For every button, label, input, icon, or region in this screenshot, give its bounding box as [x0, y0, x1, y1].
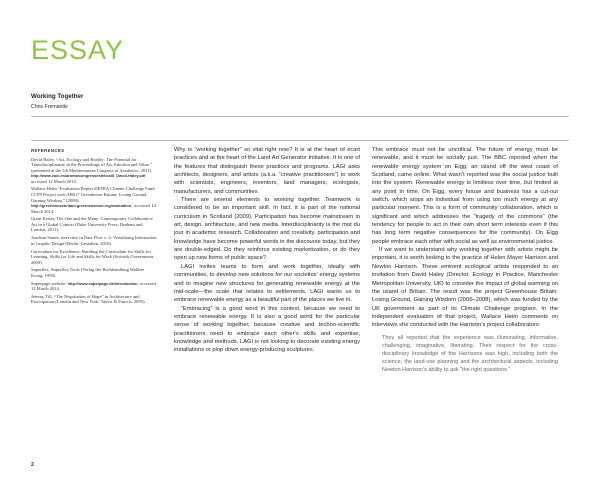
reference-accessed: accessed 12 March 2014. — [31, 280, 156, 292]
body-paragraph: If we want to understand why working together with artists might be important, it is worth looking to the practice of Helen Mayer Harrison and Newton Harrison. These eminent ecological artists responded to an invitation from David Haley (Director, Ecology in Practice, Manchester Metropolitan University, UK) to consider the impact of global warming on the island of Britain. The result was the project Greenhouse Britain: Losing Ground, Gaining Wisdom (2006–2008), which was funded by the UK government as part of its Climate Challenge program. In the independent evaluation of that project, Wallace Heim comments on interviews she conducted with the Harrison’s project collaborators: — [372, 247, 558, 329]
reference-text: Grant Kester, The One and the Many: Contemporary Collaborative Art in a Global Context (Duke University Press; Durham and London, 2011). — [31, 216, 153, 233]
reference-text: David Haley, “Art, Ecology and Reality: The Potential for Transdisciplinarity in the Proceedings of Art, Emotion and Value,” (presented at the 5th Mediterranean Congress of Aesthetics, 2011). — [31, 156, 153, 173]
reference-item — [31, 186, 157, 214]
reference-text: Joachim Sauter, interview in Data Flow v. 2: Visualizing Information in Graphic Design (Berlin: Gestalten, 2010). — [31, 235, 157, 246]
section-label: ESSAY — [31, 35, 125, 65]
reference-item — [31, 267, 157, 278]
reference-accessed: accessed 12 March 2014. — [31, 178, 77, 184]
references-list — [31, 157, 157, 305]
reference-item — [31, 249, 157, 266]
reference-accessed: accessed 12 March 2014. — [31, 203, 156, 214]
reference-text: Superpage website: — [31, 280, 67, 286]
body-paragraph: There are several elements to working together. Teamwork is considered to be an important skill. In fact, it is part of the national curriculum in Scotland (2009). Participation has become mainstream in art, design, architecture, and new media. Interdisciplinarity is the mot du jour in academic research. Collaboration and creativity, participation and knowledge have become powerful words in the discourse today, but they are double-edged. Do they reinforce existing marketization, or do they open up new forms of public space? — [174, 197, 360, 262]
reference-text: Curriculum for Excellence: Building the Curriculum for Skills for Learning, Skills for Life and Skills for Work (Scottish Government, 2009). — [31, 248, 155, 265]
block-quote: They all reported that the experience was illuminating, informative, challenging, imaginative, liberating. Their respect for the cross-disciplinary knowledge of the Harrisons was high, including both the science, the land-use planning and the architectural aspects, including Newton Harrison’s ability to ask “the right questions.” — [382, 334, 558, 374]
article-title: Working Together — [31, 93, 84, 100]
section-rule — [31, 140, 569, 141]
reference-link[interactable]: http://www.cam.es/aroma/congresoestetica/5_David-Haley.pdf — [31, 173, 146, 179]
reference-item — [31, 157, 157, 185]
reference-text: Wallace Heim “Evaluation Report DEFRA Climate Challenge Fund CCF9 Project code AB017 Greenhouse Britain: Losing Ground, Gaining Wisdom,” (2008), — [31, 186, 155, 203]
reference-link[interactable]: http://www.superpage.dk/introduction, — [67, 280, 139, 286]
reference-text: Jeremy Till, “The Negotiation of Hope” in Architecture and Participation (London and New York: Taylor & Francis, 2005). — [31, 293, 146, 305]
body-paragraph: “Embracing” is a good word in this context, because we need to embrace renewable energy. It is also a good word for the particular sense of working together, because creative and techno-scientific practitioners need to embrace each other’s skills and expertise, knowledge and methods. LAGI is not looking to decorate existing energy installations or plop down energy-producing sculptures. — [174, 305, 360, 354]
body-column-middle — [174, 146, 360, 355]
references-heading: REFERENCES — [31, 148, 65, 153]
reference-text: Superflex, Superflex Tools (Verlag der Buchhandlung Walther Konig, 1999). — [31, 267, 145, 278]
body-column-right — [372, 146, 558, 375]
body-paragraph: LAGI invites teams to form and work together, ideally with communities, to develop new solutions for our societies’ energy systems and to imagine new structures for generating renewable energy at the mid-scale—the scale that relates to settlements. LAGI wants us to embrace renewable energy as a beautiful part of the places we live in. — [174, 263, 360, 304]
reference-item — [31, 281, 157, 292]
body-paragraph: Why is “working together” so vital right now? It is at the heart of ecart practices and at the heart of the Land Art Generator Initiative. It is one of the features that distinguish these practices and programs. LAGI asks architects, designers, and artists (a.k.a. “creative practitioners”) to work with scientists, engineers, inventors, land managers, ecologists, manufacturers, and communities. — [174, 147, 360, 195]
body-paragraph: This embrace must not be uncritical. The future of energy must be renewable, and it must be socially just. The BBC reported when the renewable energy system on Eigg, an island off the west coast of Scotland, came online. What wasn’t reported was the social justice built into the system. Renewable energy is limitless over time, but limited at any point in time. On Eigg, every house and business has a cut-out switch, which stops an individual from using too much energy at any particular moment. This is a form of community collaboration, which is significant and which addresses the “tragedy of the commons” (the tendency for people to act in their own short term interests even if this has long term negative consequences for the community). On Eigg people embrace each other with social as well as environmental justice. — [372, 147, 558, 245]
reference-link[interactable]: http://greenhousebritain.greenmuseum.org/evaluation_ — [31, 203, 134, 209]
header-rule — [31, 116, 569, 117]
reference-item — [31, 216, 157, 233]
reference-item — [31, 294, 157, 305]
article-author: Chris Fremantle — [31, 104, 68, 110]
page-number: 2 — [31, 462, 34, 468]
references-column — [31, 148, 157, 307]
reference-item — [31, 235, 157, 246]
